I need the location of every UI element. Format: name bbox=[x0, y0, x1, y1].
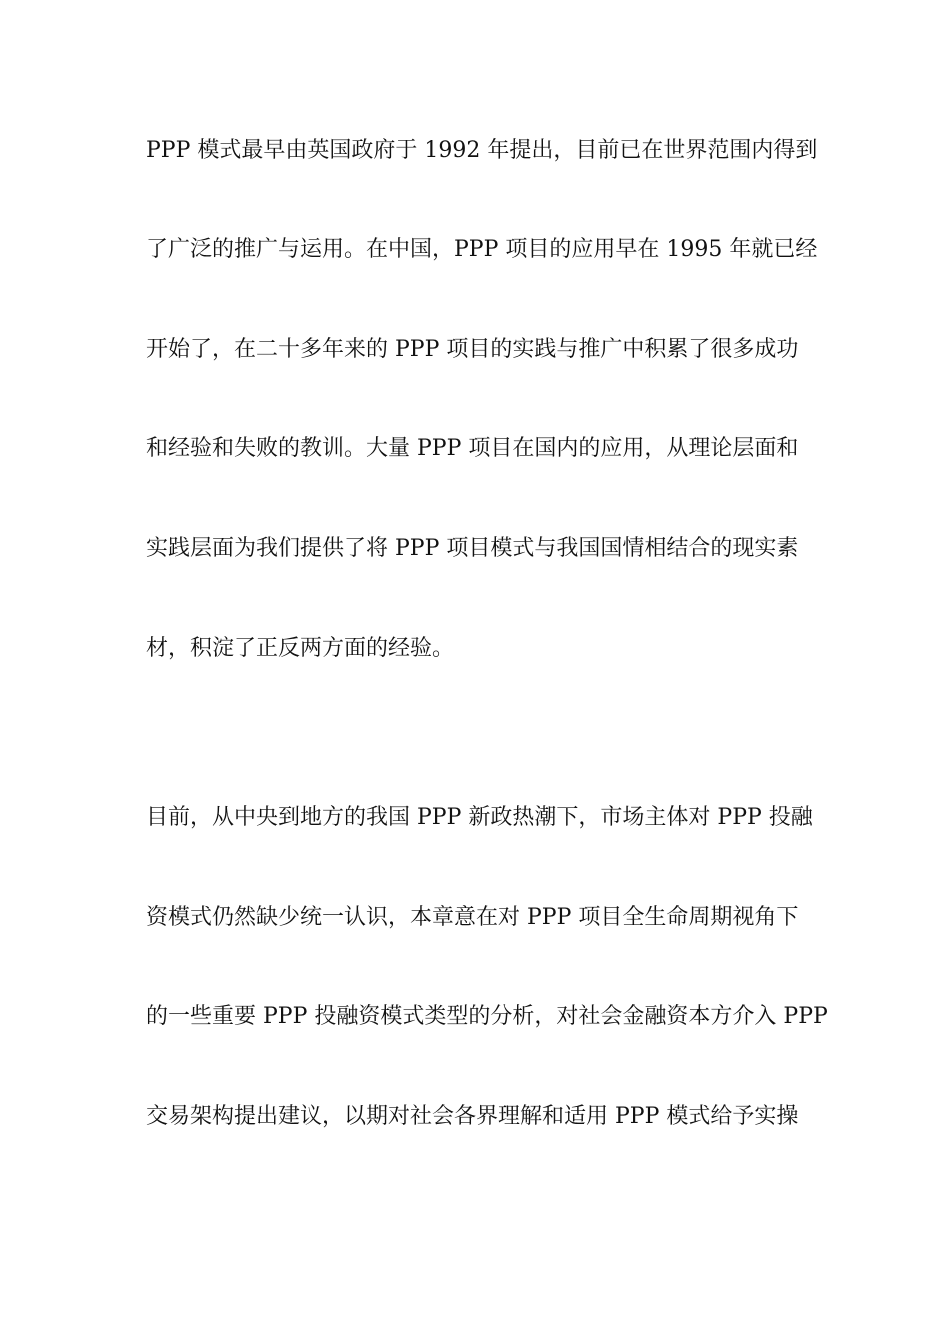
text-line: 资模式仍然缺少统一认识，本章意在对 PPP 项目全生命周期视角下 bbox=[146, 905, 799, 930]
text-line: 交易架构提出建议，以期对社会各界理解和适用 PPP 模式给予实操 bbox=[146, 1104, 799, 1129]
text-line: 材，积淀了正反两方面的经验。 bbox=[146, 636, 455, 661]
text-line: 的一些重要 PPP 投融资模式类型的分析，对社会金融资本方介入 PPP bbox=[146, 1004, 828, 1029]
text-line: 目前，从中央到地方的我国 PPP 新政热潮下，市场主体对 PPP 投融 bbox=[146, 805, 813, 830]
text-line: 了广泛的推广与运用。在中国，PPP 项目的应用早在 1995 年就已经 bbox=[146, 237, 818, 262]
text-line: PPP 模式最早由英国政府于 1992 年提出，目前已在世界范围内得到 bbox=[146, 138, 818, 163]
text-line: 实践层面为我们提供了将 PPP 项目模式与我国国情相结合的现实素 bbox=[146, 536, 799, 561]
text-line: 开始了，在二十多年来的 PPP 项目的实践与推广中积累了很多成功 bbox=[146, 337, 799, 362]
text-line: 和经验和失败的教训。大量 PPP 项目在国内的应用，从理论层面和 bbox=[146, 436, 799, 461]
